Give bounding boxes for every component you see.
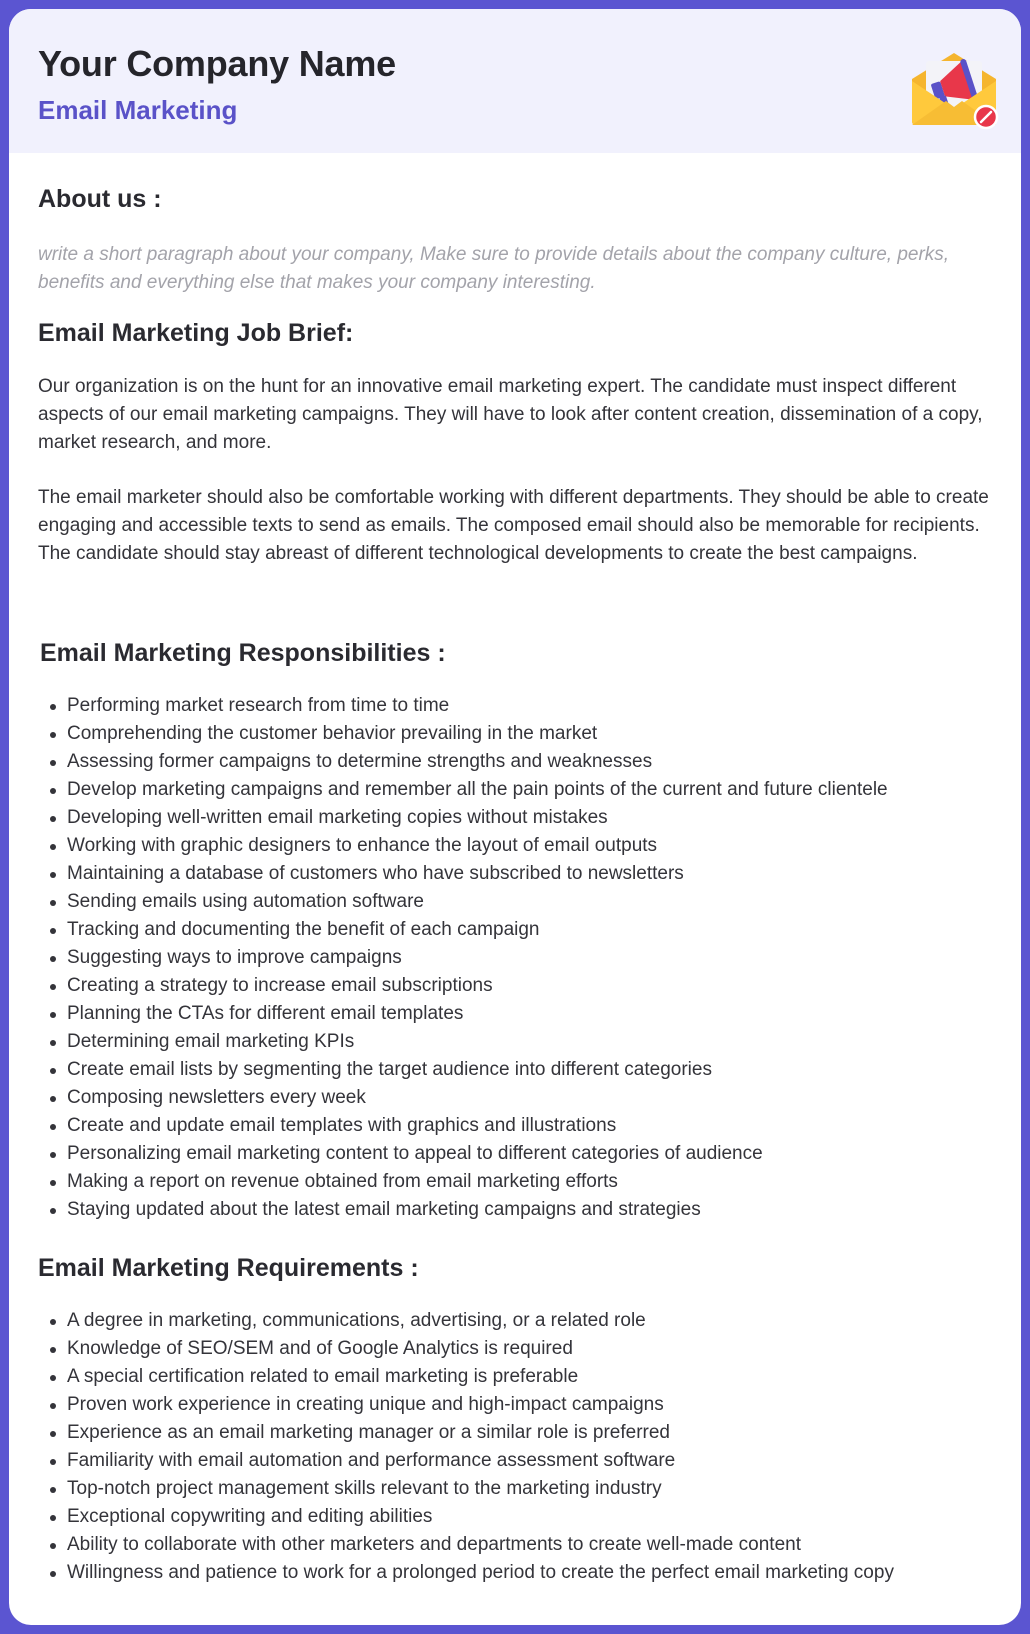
list-item: Determining email marketing KPIs — [38, 1028, 1013, 1056]
list-item: Proven work experience in creating unique and high-impact campaigns — [38, 1391, 1013, 1419]
list-item: Suggesting ways to improve campaigns — [38, 944, 1013, 972]
list-item: Knowledge of SEO/SEM and of Google Analytics is required — [38, 1335, 1013, 1363]
list-item: Exceptional copywriting and editing abilities — [38, 1503, 1013, 1531]
list-item: Personalizing email marketing content to appeal to different categories of audience — [38, 1140, 1013, 1168]
list-item: Working with graphic designers to enhance the layout of email outputs — [38, 832, 1013, 860]
header — [9, 9, 1021, 153]
list-item: Sending emails using automation software — [38, 888, 1013, 916]
list-item: Creating a strategy to increase email subscriptions — [38, 972, 1013, 1000]
job-description-card — [9, 9, 1021, 1625]
requirements-list — [38, 1307, 1013, 1587]
list-item: Create email lists by segmenting the target audience into different categories — [38, 1056, 1013, 1084]
job-brief-paragraph-1: Our organization is on the hunt for an innovative email marketing expert. The candidate must inspect different aspects of our email marketing campaigns. They will have to look after content creation, dissemination of a copy, market research, and more. — [38, 376, 983, 453]
list-item: Maintaining a database of customers who have subscribed to newsletters — [38, 860, 1013, 888]
list-item: Performing market research from time to time — [38, 692, 1013, 720]
list-item: Comprehending the customer behavior prevailing in the market — [38, 720, 1013, 748]
responsibilities-list — [38, 692, 1013, 1224]
list-item: Ability to collaborate with other marketers and departments to create well-made content — [38, 1531, 1013, 1559]
list-item: Top-notch project management skills relevant to the marketing industry — [38, 1475, 1013, 1503]
about-heading: About us : — [38, 185, 162, 213]
list-item: Composing newsletters every week — [38, 1084, 1013, 1112]
list-item: Assessing former campaigns to determine strengths and weaknesses — [38, 748, 1013, 776]
about-placeholder: write a short paragraph about your company, Make sure to provide details about the company culture, perks, benefits and everything else that makes your company interesting. — [38, 244, 950, 293]
email-megaphone-icon — [906, 39, 1002, 135]
job-brief-heading: Email Marketing Job Brief: — [38, 319, 354, 347]
list-item: Familiarity with email automation and performance assessment software — [38, 1447, 1013, 1475]
list-item: Developing well-written email marketing copies without mistakes — [38, 804, 1013, 832]
list-item: Experience as an email marketing manager or a similar role is preferred — [38, 1419, 1013, 1447]
list-item: Willingness and patience to work for a prolonged period to create the perfect email marketing copy — [38, 1559, 1013, 1587]
list-item: Planning the CTAs for different email templates — [38, 1000, 1013, 1028]
list-item: A degree in marketing, communications, advertising, or a related role — [38, 1307, 1013, 1335]
company-name: Your Company Name — [38, 43, 397, 84]
requirements-heading: Email Marketing Requirements : — [38, 1254, 419, 1282]
list-item: Tracking and documenting the benefit of each campaign — [38, 916, 1013, 944]
list-item: Develop marketing campaigns and remember all the pain points of the current and future clientele — [38, 776, 1013, 804]
list-item: A special certification related to email marketing is preferable — [38, 1363, 1013, 1391]
list-item: Create and update email templates with graphics and illustrations — [38, 1112, 1013, 1140]
job-title: Email Marketing — [38, 95, 238, 125]
responsibilities-heading: Email Marketing Responsibilities : — [40, 639, 446, 667]
list-item: Staying updated about the latest email marketing campaigns and strategies — [38, 1196, 1013, 1224]
list-item: Making a report on revenue obtained from email marketing efforts — [38, 1168, 1013, 1196]
job-brief-paragraph-2: The email marketer should also be comfortable working with different departments. They should be able to create engaging and accessible texts to send as emails. The composed email should also be memorable for recipients. The candidate should stay abreast of different technological developments to create the best campaigns. — [38, 487, 989, 564]
